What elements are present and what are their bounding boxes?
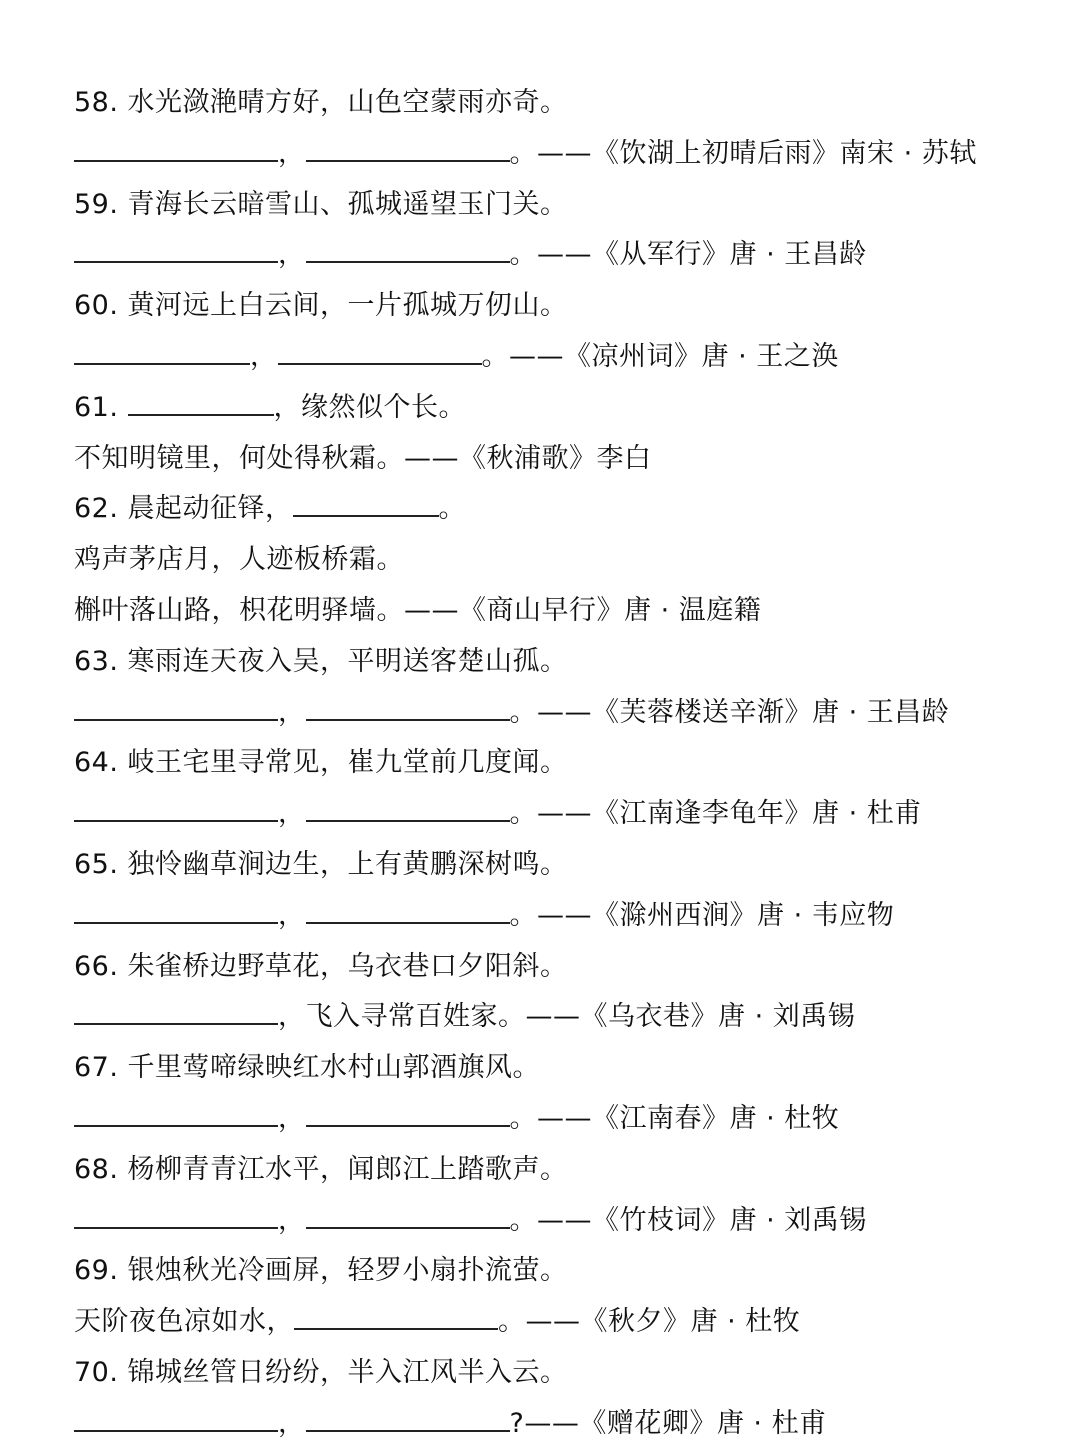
line-text: ， xyxy=(278,1204,306,1236)
line-text: 67. 千里莺啼绿映红水村山郭酒旗风。 xyxy=(74,1052,541,1084)
line-text: 。——《从军行》唐 · 王昌龄 xyxy=(509,239,867,271)
line-text: ， xyxy=(278,137,306,169)
line-text: 70. 锦城丝管日纷纷，半入江风半入云。 xyxy=(74,1356,568,1388)
text-line xyxy=(74,383,1054,434)
text-line xyxy=(74,484,1054,535)
text-line xyxy=(74,992,1054,1043)
text-line xyxy=(74,637,1054,688)
text-line xyxy=(74,434,1054,485)
text-line xyxy=(74,535,1054,586)
line-text: ， xyxy=(250,340,278,372)
line-text: ， xyxy=(278,798,306,830)
text-line xyxy=(74,129,1054,180)
line-text: ，飞入寻常百姓家。——《乌衣巷》唐 · 刘禹锡 xyxy=(278,1001,856,1033)
line-text: ， xyxy=(278,1102,306,1134)
line-text: 天阶夜色凉如水， xyxy=(74,1306,294,1338)
line-text: 60. 黄河远上白云间，一片孤城万仞山。 xyxy=(74,290,568,322)
line-text: 。——《凉州词》唐 · 王之涣 xyxy=(481,340,839,372)
line-text: 66. 朱雀桥边野草花，乌衣巷口夕阳斜。 xyxy=(74,950,568,982)
line-text: 64. 岐王宅里寻常见，崔九堂前几度闻。 xyxy=(74,747,568,779)
line-text: 不知明镜里，何处得秋霜。——《秋浦歌》李白 xyxy=(74,442,652,474)
line-text: 。 xyxy=(438,493,467,525)
fill-in-blank xyxy=(74,140,278,162)
line-text: 69. 银烛秋光冷画屏，轻罗小扇扑流萤。 xyxy=(74,1255,568,1287)
line-text: ，缘然似个长。 xyxy=(273,391,467,423)
line-text: 鸡声茅店月，人迹板桥霜。 xyxy=(74,544,404,576)
fill-in-blank xyxy=(294,1308,498,1330)
line-text: 。——《江南逢李龟年》唐 · 杜甫 xyxy=(509,798,922,830)
line-text: 59. 青海长云暗雪山、孤城遥望玉门关。 xyxy=(74,188,568,220)
fill-in-blank xyxy=(306,241,510,263)
text-line xyxy=(74,1348,1054,1399)
line-text: ?——《赠花卿》唐 · 杜甫 xyxy=(509,1407,827,1439)
fill-in-blank xyxy=(306,902,510,924)
text-line xyxy=(74,789,1054,840)
fill-in-blank xyxy=(74,241,278,263)
text-line xyxy=(74,1094,1054,1145)
text-line xyxy=(74,840,1054,891)
fill-in-blank xyxy=(306,1207,510,1229)
fill-in-blank xyxy=(278,343,482,365)
text-line xyxy=(74,180,1054,231)
fill-in-blank xyxy=(74,1207,278,1229)
fill-in-blank xyxy=(306,1410,510,1432)
fill-in-blank xyxy=(293,495,439,517)
text-line xyxy=(74,1246,1054,1297)
line-text: 61. xyxy=(74,391,128,423)
text-line xyxy=(74,1297,1054,1348)
text-line xyxy=(74,281,1054,332)
poem-lines xyxy=(74,78,1054,1450)
text-line xyxy=(74,738,1054,789)
fill-in-blank xyxy=(74,800,278,822)
line-text: 65. 独怜幽草涧边生，上有黄鹏深树鸣。 xyxy=(74,848,568,880)
text-line xyxy=(74,586,1054,637)
fill-in-blank xyxy=(306,1105,510,1127)
line-text: 。——《饮湖上初晴后雨》南宋 · 苏轼 xyxy=(509,137,977,169)
line-text: ， xyxy=(278,899,306,931)
text-line xyxy=(74,1043,1054,1094)
line-text: 。——《秋夕》唐 · 杜牧 xyxy=(498,1306,801,1338)
text-line xyxy=(74,230,1054,281)
line-text: 62. 晨起动征铎， xyxy=(74,493,293,525)
fill-in-blank xyxy=(74,902,278,924)
text-line xyxy=(74,1145,1054,1196)
line-text: 。——《滁州西涧》唐 · 韦应物 xyxy=(509,899,895,931)
fill-in-blank xyxy=(74,1003,278,1025)
fill-in-blank xyxy=(74,343,250,365)
text-line xyxy=(74,332,1054,383)
text-line xyxy=(74,942,1054,993)
fill-in-blank xyxy=(306,800,510,822)
fill-in-blank xyxy=(74,1410,278,1432)
line-text: 槲叶落山路，枳花明驿墙。——《商山早行》唐 · 温庭籍 xyxy=(74,594,762,626)
text-line xyxy=(74,1196,1054,1247)
line-text: 。——《竹枝词》唐 · 刘禹锡 xyxy=(509,1204,867,1236)
fill-in-blank xyxy=(74,699,278,721)
text-line xyxy=(74,78,1054,129)
line-text: 58. 水光潋滟晴方好，山色空蒙雨亦奇。 xyxy=(74,87,568,118)
fill-in-blank xyxy=(128,394,274,416)
fill-in-blank xyxy=(74,1105,278,1127)
fill-in-blank xyxy=(306,140,510,162)
line-text: ， xyxy=(278,1407,306,1439)
text-line xyxy=(74,688,1054,739)
line-text: 68. 杨柳青青江水平，闻郎江上踏歌声。 xyxy=(74,1153,568,1185)
fill-in-blank xyxy=(306,699,510,721)
text-line xyxy=(74,1399,1054,1450)
line-text: 。——《江南春》唐 · 杜牧 xyxy=(509,1102,840,1134)
line-text: ， xyxy=(278,696,306,728)
text-line xyxy=(74,891,1054,942)
line-text: 。——《芙蓉楼送辛渐》唐 · 王昌龄 xyxy=(509,696,950,728)
line-text: ， xyxy=(278,239,306,271)
line-text: 63. 寒雨连天夜入吴，平明送客楚山孤。 xyxy=(74,645,568,677)
